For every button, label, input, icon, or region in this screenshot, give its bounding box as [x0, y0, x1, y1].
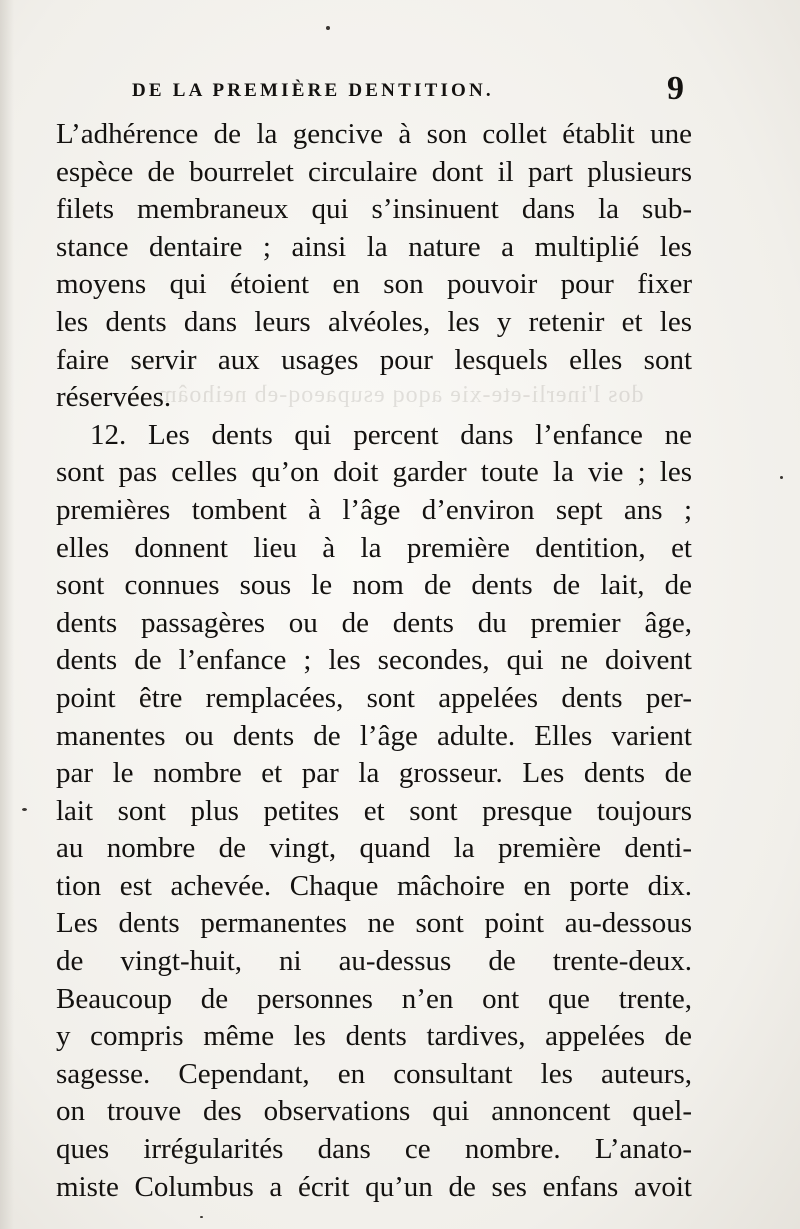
text-line: miste Columbus a écrit qu’un de ses enfans avoit [56, 1170, 692, 1203]
text-line: lait sont plus petites et sont presque toujours [56, 794, 692, 827]
show-through-text: dos l'inerli-ete-xie aqoq esupaeoq-eb neihoâm. [150, 382, 644, 408]
text-line: Beaucoup de personnes n’en ont que trente, [56, 982, 692, 1015]
text-line: tion est achevée. Chaque mâchoire en porte dix. [56, 869, 692, 902]
text-line: y compris même les dents tardives, appelées de [56, 1020, 692, 1053]
text-line: dents de l’enfance ; les secondes, qui ne doivent [56, 644, 692, 677]
text-line: faire servir aux usages pour lesquels elles sont [56, 343, 692, 376]
ink-speck [22, 808, 27, 811]
text-line: Les dents permanentes ne sont point au-dessous [56, 907, 692, 940]
text-line: premières tombent à l’âge d’environ sept ans ; [56, 493, 692, 526]
ink-speck [780, 476, 783, 479]
text-line: moyens qui étoient en son pouvoir pour fixer [56, 268, 692, 301]
ink-speck [326, 26, 330, 30]
text-line: sagesse. Cependant, en consultant les auteurs, [56, 1057, 692, 1090]
text-line: de vingt-huit, ni au-dessus de trente-deux. [56, 945, 692, 978]
text-line: par le nombre et par la grosseur. Les dents de [56, 757, 692, 790]
text-line: sont connues sous le nom de dents de lait, de [56, 569, 692, 602]
text-line: stance dentaire ; ainsi la nature a multiplié les [56, 230, 692, 263]
text-line: dents passagères ou de dents du premier âge, [56, 606, 692, 639]
page-gutter-shadow [0, 0, 14, 1229]
text-line: sont pas celles qu’on doit garder toute la vie ; les [56, 456, 692, 489]
text-line: elles donnent lieu à la première dentition, et [56, 531, 692, 564]
text-line: les dents dans leurs alvéoles, les y retenir et les [56, 305, 692, 338]
text-line: filets membraneux qui s’insinuent dans la sub- [56, 193, 692, 226]
ink-speck [200, 1216, 203, 1218]
running-title: DE LA PREMIÈRE DENTITION. [132, 80, 494, 101]
body-text [56, 116, 692, 1206]
text-line: on trouve des observations qui annoncent quel- [56, 1095, 692, 1128]
text-line: réservées. [56, 381, 172, 414]
text-line: ques irrégularités dans ce nombre. L’anato- [56, 1133, 692, 1166]
text-line: L’adhérence de la gencive à son collet établit une [56, 118, 692, 150]
text-line: espèce de bourrelet circulaire dont il part plusieurs [56, 155, 692, 188]
text-line: point être remplacées, sont appelées dents per- [56, 681, 692, 714]
text-line: manentes ou dents de l’âge adulte. Elles varient [56, 719, 692, 752]
page-number: 9 [667, 70, 684, 107]
text-line: au nombre de vingt, quand la première denti- [56, 832, 692, 865]
paragraph-start: 12. Les dents qui percent dans l’enfance ne [90, 418, 692, 451]
running-head [132, 70, 692, 116]
